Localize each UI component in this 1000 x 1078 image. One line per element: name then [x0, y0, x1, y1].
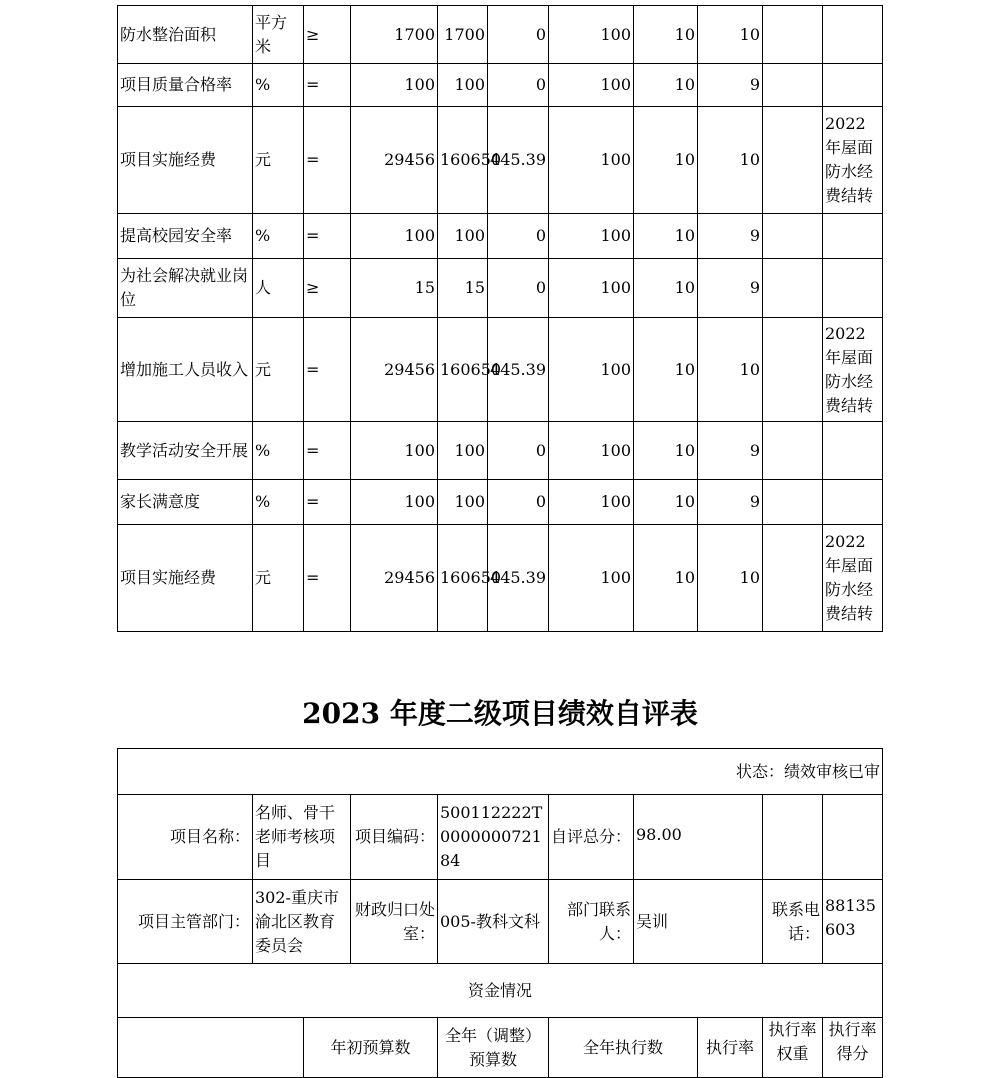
contact-label: 部门联系人： [549, 880, 634, 964]
indicator-target: 100 [351, 64, 438, 107]
indicator-deviation: 0 [488, 422, 549, 480]
indicator-actual: 100 [438, 64, 488, 107]
indicator-name: 防水整治面积 [118, 6, 253, 64]
indicator-deviation: 445.39 [488, 525, 549, 632]
funds-header-adjusted-budget: 全年（调整）预算数 [438, 1018, 549, 1078]
funds-header-exec-rate: 执行率 [698, 1018, 763, 1078]
funds-section-label: 资金情况 [118, 964, 883, 1018]
indicator-actual: 1700 [438, 6, 488, 64]
indicator-actual: 160650 [438, 525, 488, 632]
indicator-note: 2022年屋面防水经费结转 [823, 107, 883, 214]
indicator-target: 100 [351, 214, 438, 259]
indicator-score: 10 [698, 6, 763, 64]
empty-cell [763, 795, 823, 880]
indicator-weight: 10 [634, 6, 698, 64]
indicator-target: 100 [351, 422, 438, 480]
indicator-operator: ≥ [304, 259, 351, 318]
table-row [118, 318, 883, 422]
indicator-score: 10 [698, 318, 763, 422]
indicator-name: 教学活动安全开展 [118, 422, 253, 480]
indicator-weight: 10 [634, 525, 698, 632]
indicator-score-rate: 100 [549, 107, 634, 214]
indicator-note [823, 64, 883, 107]
indicator-weight: 10 [634, 480, 698, 525]
indicator-weight: 10 [634, 64, 698, 107]
indicator-score: 9 [698, 214, 763, 259]
indicator-unit: 元 [253, 318, 304, 422]
contact-value: 吴训 [634, 880, 763, 964]
indicator-score-rate: 100 [549, 259, 634, 318]
indicator-operator: = [304, 64, 351, 107]
page-title: 2023 年度二级项目绩效自评表 [302, 697, 698, 730]
indicator-note: 2022年屋面防水经费结转 [823, 525, 883, 632]
indicator-deviation: 0 [488, 214, 549, 259]
indicator-blank [763, 480, 823, 525]
table-row [118, 214, 883, 259]
indicator-score-rate: 100 [549, 214, 634, 259]
indicator-unit: 元 [253, 525, 304, 632]
indicator-note [823, 480, 883, 525]
indicator-deviation: 0 [488, 64, 549, 107]
project-info-table [117, 748, 883, 1078]
indicator-deviation: 0 [488, 6, 549, 64]
funds-header-executed: 全年执行数 [549, 1018, 698, 1078]
project-name-label: 项目名称： [118, 795, 253, 880]
indicator-blank [763, 6, 823, 64]
phone-label: 联系电话： [763, 880, 823, 964]
indicator-score: 9 [698, 64, 763, 107]
funds-header-exec-weight: 执行率权重 [763, 1018, 823, 1078]
project-code-value: 500112222T000000072184 [438, 795, 549, 880]
indicator-score-rate: 100 [549, 422, 634, 480]
indicator-name: 增加施工人员收入 [118, 318, 253, 422]
empty-cell [823, 795, 883, 880]
indicator-name: 家长满意度 [118, 480, 253, 525]
indicator-target: 1700 [351, 6, 438, 64]
indicator-weight: 10 [634, 318, 698, 422]
indicator-blank [763, 64, 823, 107]
indicator-operator: = [304, 525, 351, 632]
indicator-score: 10 [698, 107, 763, 214]
indicator-score-rate: 100 [549, 64, 634, 107]
indicator-operator: ≥ [304, 6, 351, 64]
funds-header-blank [118, 1018, 304, 1078]
indicator-actual: 100 [438, 480, 488, 525]
indicator-target: 29456 [351, 107, 438, 214]
indicator-blank [763, 259, 823, 318]
indicator-note [823, 422, 883, 480]
indicator-name: 项目实施经费 [118, 107, 253, 214]
finance-value: 005-教科文科 [438, 880, 549, 964]
status-label: 状态：绩效审核已审 [118, 749, 883, 795]
indicator-actual: 160650 [438, 107, 488, 214]
indicator-weight: 10 [634, 214, 698, 259]
self-score-value: 98.00 [634, 795, 763, 880]
indicator-weight: 10 [634, 107, 698, 214]
funds-header-initial-budget: 年初预算数 [304, 1018, 438, 1078]
indicator-actual: 160650 [438, 318, 488, 422]
indicator-operator: = [304, 214, 351, 259]
indicator-note [823, 259, 883, 318]
indicator-score-rate: 100 [549, 525, 634, 632]
indicator-note: 2022年屋面防水经费结转 [823, 318, 883, 422]
indicator-unit: 平方米 [253, 6, 304, 64]
self-score-label: 自评总分： [549, 795, 634, 880]
indicator-score-rate: 100 [549, 480, 634, 525]
project-code-label: 项目编码： [351, 795, 438, 880]
indicator-unit: % [253, 64, 304, 107]
indicator-score: 10 [698, 525, 763, 632]
indicator-target: 29456 [351, 525, 438, 632]
indicator-weight: 10 [634, 259, 698, 318]
indicator-target: 15 [351, 259, 438, 318]
indicator-table [117, 5, 883, 632]
indicator-score: 9 [698, 480, 763, 525]
indicator-unit: % [253, 214, 304, 259]
indicator-note [823, 6, 883, 64]
phone-value: 88135603 [823, 880, 883, 964]
indicator-unit: 元 [253, 107, 304, 214]
indicator-deviation: 0 [488, 480, 549, 525]
indicator-score-rate: 100 [549, 6, 634, 64]
indicator-blank [763, 107, 823, 214]
indicator-name: 提高校园安全率 [118, 214, 253, 259]
indicator-score-rate: 100 [549, 318, 634, 422]
table-row [118, 6, 883, 64]
indicator-name: 项目实施经费 [118, 525, 253, 632]
indicator-blank [763, 318, 823, 422]
indicator-actual: 100 [438, 422, 488, 480]
indicator-deviation: 445.39 [488, 318, 549, 422]
indicator-operator: = [304, 422, 351, 480]
finance-label: 财政归口处室： [351, 880, 438, 964]
indicator-target: 29456 [351, 318, 438, 422]
table-row [118, 107, 883, 214]
funds-header-exec-score: 执行率得分 [823, 1018, 883, 1078]
indicator-unit: 人 [253, 259, 304, 318]
indicator-operator: = [304, 107, 351, 214]
table-row [118, 259, 883, 318]
indicator-name: 为社会解决就业岗位 [118, 259, 253, 318]
indicator-unit: % [253, 480, 304, 525]
indicator-blank [763, 422, 823, 480]
indicator-target: 100 [351, 480, 438, 525]
dept-label: 项目主管部门： [118, 880, 253, 964]
indicator-deviation: 0 [488, 259, 549, 318]
indicator-actual: 100 [438, 214, 488, 259]
project-name-value: 名师、骨干老师考核项目 [253, 795, 351, 880]
table-row [118, 480, 883, 525]
indicator-operator: = [304, 318, 351, 422]
indicator-weight: 10 [634, 422, 698, 480]
indicator-blank [763, 214, 823, 259]
table-row [118, 525, 883, 632]
indicator-blank [763, 525, 823, 632]
indicator-name: 项目质量合格率 [118, 64, 253, 107]
table-row [118, 422, 883, 480]
table-row [118, 64, 883, 107]
indicator-score: 9 [698, 422, 763, 480]
indicator-deviation: 445.39 [488, 107, 549, 214]
indicator-score: 9 [698, 259, 763, 318]
indicator-unit: % [253, 422, 304, 480]
indicator-operator: = [304, 480, 351, 525]
dept-value: 302-重庆市渝北区教育委员会 [253, 880, 351, 964]
indicator-note [823, 214, 883, 259]
indicator-actual: 15 [438, 259, 488, 318]
